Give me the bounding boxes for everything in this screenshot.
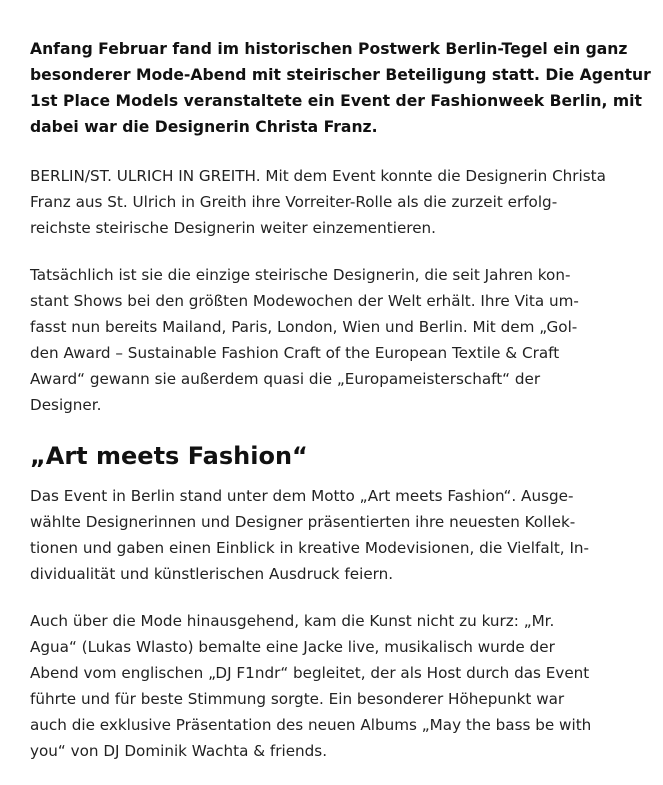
article-paragraph: Das Event in Berlin stand unter dem Motto „Art meets Fashion“. Ausge- wählte Designerinnen und Designer präsentierten ihre neuesten Kollek- tionen und gaben einen Einblick in kreative Modevisionen, die Vielfalt, In- dividualität und künstlerischen Ausdruck feiern. [30, 487, 590, 583]
article-body [30, 36, 652, 785]
article-paragraph: Auch über die Mode hinausgehend, kam die Kunst nicht zu kurz: „Mr. Agua“ (Lukas Wlasto) bemalte eine Jacke live, musikalisch wurde der Abend vom englischen „DJ F1ndr“ begleitet, der als Host durch das Event führte und für beste Stimmung sorgte. Ein besonderer Höhepunkt war auch die exklusive Präsentation des neuen Albums „May the bass be with you“ von DJ Dominik Wachta & friends. [30, 612, 592, 760]
article-paragraph: Tatsächlich ist sie die einzige steirische Designerin, die seit Jahren kon- stant Shows bei den größten Modewochen der Welt erhält. Ihre Vita um- fasst nun bereits Mailand, Paris, London, Wien und Berlin. Mit dem „Gol- den Award – Sustainable Fashion Craft of the European Textile & Craft Award“ gewann sie außerdem quasi die „Europameisterschaft“ der Designer. [30, 266, 579, 414]
article-lead: Anfang Februar fand im historischen Postwerk Berlin-Tegel ein ganz besonderer Mode-Abend mit steirischer Beteiligung statt. Die Agentur 1st Place Models veranstaltete ein Event der Fashionweek Berlin, mit dabei war die Designerin Christa Franz. [30, 40, 651, 136]
section-heading: „Art meets Fashion“ [30, 442, 308, 470]
article-paragraph: BERLIN/ST. ULRICH IN GREITH. Mit dem Event konnte die Designerin Christa Franz aus St. Ulrich in Greith ihre Vorreiter-Rolle als die zurzeit erfolg- reichste steirische Designerin weiter einzementieren. [30, 167, 606, 237]
